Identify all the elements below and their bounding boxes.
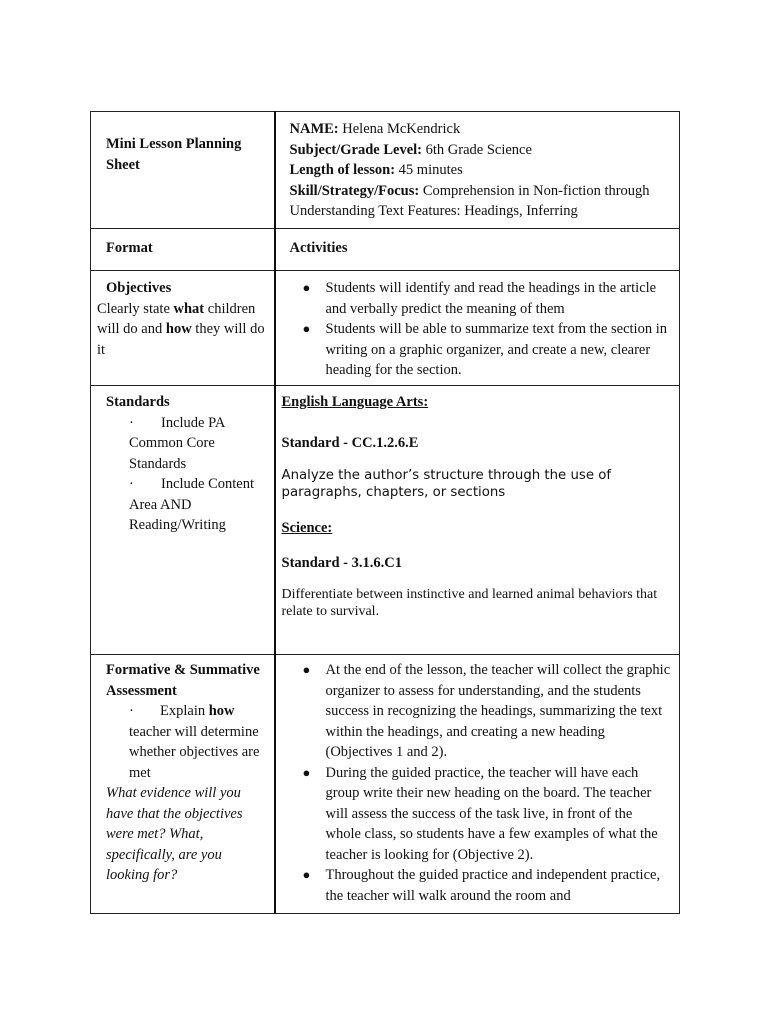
assessment-row	[91, 655, 680, 914]
objectives-description: Clearly state what children will do and how they will do it	[97, 300, 265, 358]
activities-heading: Activities	[289, 240, 348, 256]
name-value: Helena McKendrick	[342, 121, 461, 137]
length-value: 45 minutes	[398, 162, 463, 178]
standards-heading: Standards	[106, 394, 170, 410]
subject-value: 6th Grade Science	[425, 141, 532, 158]
name-line: NAME: Helena McKendrick	[289, 121, 461, 137]
subject-line: Subject/Grade Level: 6th Grade Science	[289, 141, 532, 158]
title-cell	[91, 112, 275, 229]
standards-guideline: · Include Content Area AND Reading/Writing	[129, 476, 255, 533]
objective-item: ● Students will identify and read the headings in the article and verbally predict the meaning of them	[326, 278, 672, 319]
format-heading: Format	[106, 240, 153, 256]
assessment-question: What evidence will you have that the objectives were met? What, specifically, are you looking for?	[106, 785, 243, 883]
objectives-heading: Objectives	[106, 280, 172, 296]
length-line: Length of lesson: 45 minutes	[289, 162, 463, 178]
standards-guideline: · Include PA Common Core Standards	[129, 414, 225, 472]
objective-item: ● Students will be able to summarize text from the section in writing on a graphic organizer, and create a new, clearer heading for the section.	[326, 319, 672, 381]
science-standard-code: Standard - 3.1.6.C1	[281, 554, 402, 571]
lesson-plan-table	[90, 111, 680, 914]
ela-heading: English Language Arts:	[281, 394, 429, 410]
science-standard-text: Differentiate between instinctive and learned animal behaviors that relate to survival.	[281, 587, 658, 619]
science-heading: Science:	[281, 520, 333, 536]
header-row	[91, 112, 680, 229]
skill-value: Comprehension in Non-fiction through Understanding Text Features: Headings, Inferring	[289, 182, 650, 219]
sheet-title: Mini Lesson Planning Sheet	[106, 136, 242, 173]
ela-standard-text: Analyze the author’s structure through the use of paragraphs, chapters, or sections	[281, 468, 612, 500]
assessment-item: ● Throughout the guided practice and independent practice, the teacher will walk around the room and	[326, 865, 672, 906]
assessment-item: ● At the end of the lesson, the teacher will collect the graphic organizer to assess for understanding, and the students success in recognizing the headings, summarizing the text within the headings, and creating a new heading (Objectives 1 and 2).	[326, 660, 672, 763]
standards-row	[91, 386, 680, 655]
assessment-guideline: · Explain how teacher will determine whether objectives are met	[129, 703, 260, 781]
assessment-heading: Formative & Summative Assessment	[106, 662, 260, 699]
skill-line: Skill/Strategy/Focus: Comprehension in Non-fiction through Understanding Text Features: Headings, Inferring	[289, 182, 650, 219]
column-header-row	[91, 229, 680, 271]
ela-standard-code: Standard - CC.1.2.6.E	[281, 434, 419, 451]
assessment-item: ● During the guided practice, the teacher will have each group write their new heading on the board. The teacher will assess the success of the task live, in front of the whole class, so students have a few examples of what the teacher is looking for (Objective 2).	[326, 763, 672, 866]
objectives-row	[91, 271, 680, 386]
info-cell	[275, 112, 680, 229]
